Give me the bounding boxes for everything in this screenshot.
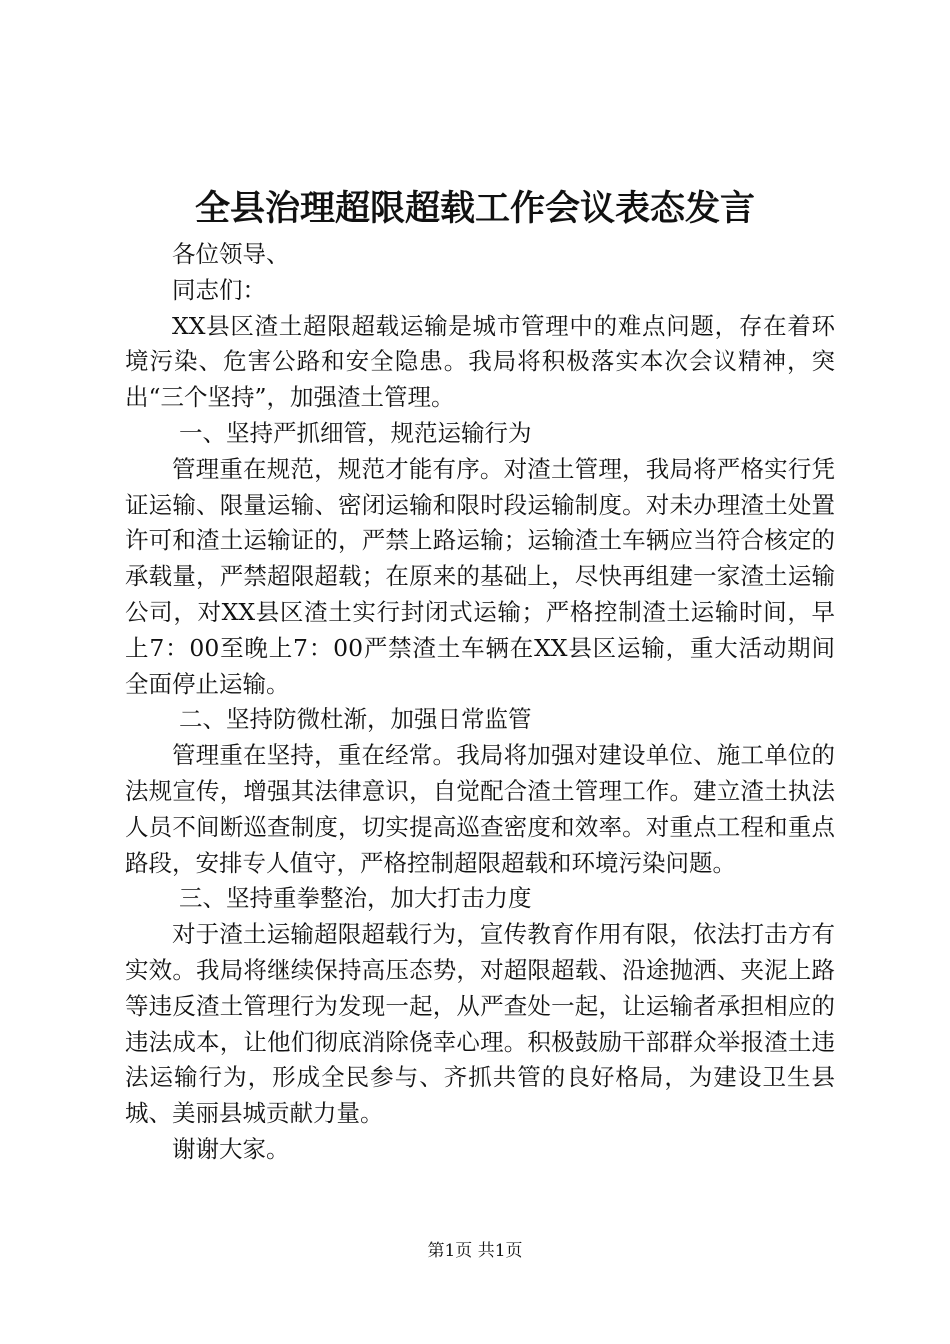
section-heading-3: 三、坚持重拳整治，加大打击力度 [179, 884, 532, 913]
section-body-1: 管理重在规范，规范才能有序。对渣土管理，我局将严格实行凭证运输、限量运输、密闭运输和限时段运输制度。对未办理渣土处置许可和渣土运输证的，严禁上路运输；运输渣土车辆应当符合核定的承载量，严禁超限超载；在原来的基础上，尽快再组建一家渣土运输公司，对XX县区渣土实行封闭式运输；严格控制渣土运输时间，早上7：00至晚上7：00严禁渣土车辆在XX县区运输，重大活动期间全面停止运输。 [125, 454, 835, 698]
closing-remark: 谢谢大家。 [172, 1134, 290, 1163]
section-body-3: 对于渣土运输超限超载行为，宣传教育作用有限，依法打击方有实效。我局将继续保持高压态势，对超限超载、沿途抛洒、夹泥上路等违反渣土管理行为发现一起，从严查处一起，让运输者承担相应的违法成本，让他们彻底消除侥幸心理。积极鼓励干部群众举报渣土违法运输行为，形成全民参与、齐抓共管的良好格局，为建设卫生县城、美丽县城贡献力量。 [125, 920, 835, 1128]
salutation-comrades: 同志们： [172, 275, 266, 304]
intro-paragraph: XX县区渣土超限超载运输是城市管理中的难点问题，存在着环境污染、危害公路和安全隐患。我局将积极落实本次会议精神，突出“三个坚持”，加强渣土管理。 [125, 311, 835, 412]
section-body-2: 管理重在坚持，重在经常。我局将加强对建设单位、施工单位的法规宣传，增强其法律意识，自觉配合渣土管理工作。建立渣土执法人员不间断巡查制度，切实提高巡查密度和效率。对重点工程和重点路段，安排专人值守，严格控制超限超载和环境污染问题。 [125, 741, 835, 877]
page-number-footer: 第1页 共1页 [427, 1241, 523, 1261]
salutation-leaders: 各位领导、 [172, 240, 290, 268]
section-heading-2: 二、坚持防微杜渐，加强日常监管 [179, 705, 532, 734]
document-title: 全县治理超限超载工作会议表态发言 [194, 188, 755, 229]
section-heading-1: 一、坚持严抓细管，规范运输行为 [179, 418, 532, 447]
document-body [125, 237, 835, 1168]
